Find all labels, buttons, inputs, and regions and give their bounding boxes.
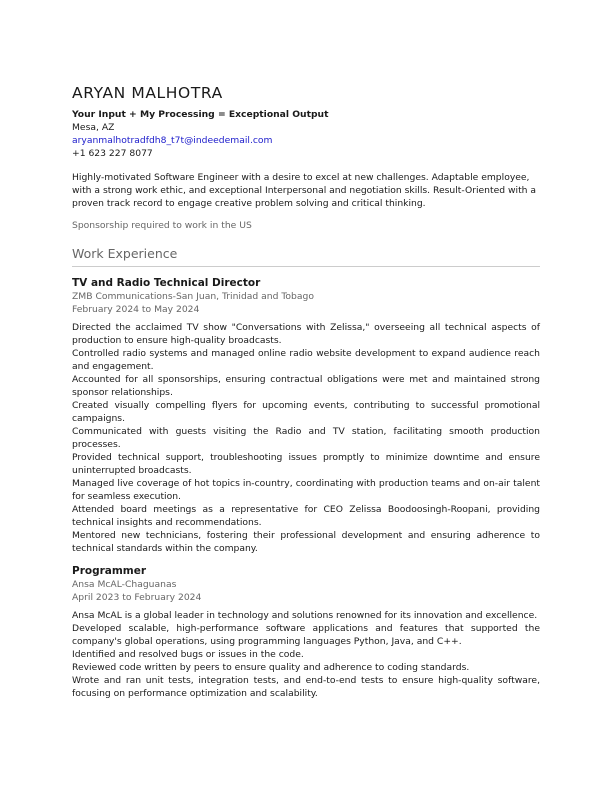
job-bullet: Wrote and ran unit tests, integration tests, and end-to-end tests to ensure high-quality software, focusing on performance optimization and scalability. [72,675,540,699]
job-bullet: Ansa McAL is a global leader in technology and solutions renowned for its innovation and excellence. [72,610,538,621]
job-bullet: Reviewed code written by peers to ensure quality and adherence to coding standards. [72,662,470,673]
job-bullet: Accounted for all sponsorships, ensuring contractual obligations were met and maintained strong sponsor relationships. [72,374,540,398]
job-entry [72,565,540,700]
job-title: Programmer [72,565,147,577]
job-bullet: Managed live coverage of hot topics in-country, coordinating with production teams and on-air talent for seamless execution. [72,478,540,502]
job-bullet: Identified and resolved bugs or issues in the code. [72,649,304,660]
job-bullet: Directed the acclaimed TV show "Conversations with Zelissa," overseeing all technical aspects of production to ensure high-quality broadcasts. [72,322,540,346]
sponsorship-note: Sponsorship required to work in the US [72,220,252,231]
tagline: Your Input + My Processing = Exceptional Output [72,109,329,120]
job-bullet: Developed scalable, high-performance software applications and features that supported the company's global operations, using programming languages Python, Java, and C++. [72,623,540,647]
email-link[interactable]: aryanmalhotradfdh8_t7t@indeedemail.com [72,135,273,146]
job-bullet: Attended board meetings as a representative for CEO Zelissa Boodoosingh-Roopani, providing technical insights and recommendations. [72,504,540,528]
resume-page [72,84,540,700]
job-dates: April 2023 to February 2024 [72,592,202,603]
job-bullet: Controlled radio systems and managed online radio website development to expand audience reach and engagement. [72,348,540,372]
company: Ansa McAL-Chaguanas [72,579,177,590]
job-bullet: Mentored new technicians, fostering their professional development and ensuring adherence to technical standards within the company. [72,530,540,554]
section-title-work-experience: Work Experience [72,246,540,267]
job-bullet: Created visually compelling flyers for upcoming events, contributing to successful promotional campaigns. [72,400,540,424]
job-dates: February 2024 to May 2024 [72,304,200,315]
phone-number: +1 623 227 8077 [72,148,153,159]
company: ZMB Communications-San Juan, Trinidad and Tobago [72,291,314,302]
job-bullet: Provided technical support, troubleshooting issues promptly to minimize downtime and ensure uninterrupted broadcasts. [72,452,540,476]
job-title: TV and Radio Technical Director [72,277,261,289]
location: Mesa, AZ [72,122,115,133]
job-description [72,321,540,555]
candidate-name: ARYAN MALHOTRA [72,84,223,102]
job-bullet: Communicated with guests visiting the Radio and TV station, facilitating smooth production processes. [72,426,540,450]
job-description [72,609,540,700]
summary: Highly-motivated Software Engineer with a desire to excel at new challenges. Adaptable employee, with a strong work ethic, and exceptional Interpersonal and negotiation skills. Result-Oriented with a proven track record to engage creative problem solving and critical thinking. [72,172,537,209]
job-entry [72,277,540,555]
